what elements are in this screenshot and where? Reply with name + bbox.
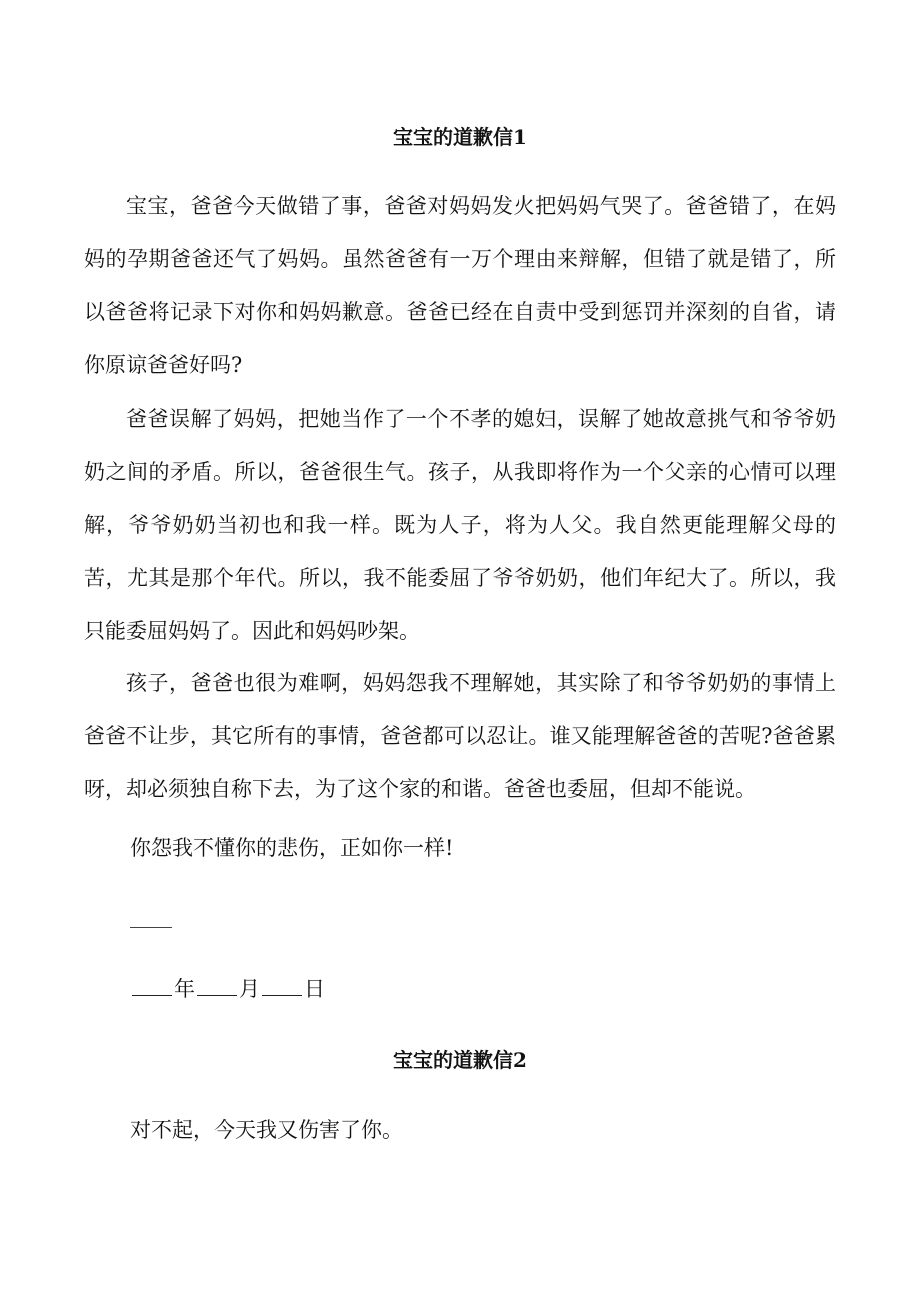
date-line (130, 974, 325, 1004)
letter-1-closing-line: 你怨我不懂你的悲伤，正如你一样! (130, 836, 454, 860)
month-label: 月 (239, 977, 260, 1001)
signature-line (130, 927, 172, 928)
letter-2-title: 宝宝的道歉信2 (393, 1048, 527, 1072)
month-blank (197, 977, 237, 996)
year-label: 年 (174, 977, 195, 1001)
letter-1-paragraph-1: 宝宝，爸爸今天做错了事，爸爸对妈妈发火把妈妈气哭了。爸爸错了，在妈妈的孕期爸爸还气了妈妈。虽然爸爸有一万个理由来辩解，但错了就是错了，所以爸爸将记录下对你和妈妈歉意。爸爸已经在自责中受到惩罚并深刻的自省，请你原谅爸爸好吗? (84, 194, 836, 377)
day-label: 日 (304, 977, 325, 1001)
year-blank (132, 977, 172, 996)
letter-1-title: 宝宝的道歉信1 (393, 125, 527, 149)
day-blank (262, 977, 302, 996)
letter-1-paragraph-2: 爸爸误解了妈妈，把她当作了一个不孝的媳妇，误解了她故意挑气和爷爷奶奶之间的矛盾。所以，爸爸很生气。孩子，从我即将作为一个父亲的心情可以理解，爷爷奶奶当初也和我一样。既为人子，将为人父。我自然更能理解父母的苦，尤其是那个年代。所以，我不能委屈了爷爷奶奶，他们年纪大了。所以，我只能委屈妈妈了。因此和妈妈吵架。 (84, 407, 836, 643)
letter-1-paragraph-3: 孩子，爸爸也很为难啊，妈妈怨我不理解她，其实除了和爷爷奶奶的事情上爸爸不让步，其它所有的事情，爸爸都可以忍让。谁又能理解爸爸的苦呢?爸爸累呀，却必须独自称下去，为了这个家的和谐。爸爸也委屈，但却不能说。 (84, 671, 836, 801)
letter-2-paragraph-1: 对不起，今天我又伤害了你。 (130, 1118, 403, 1142)
